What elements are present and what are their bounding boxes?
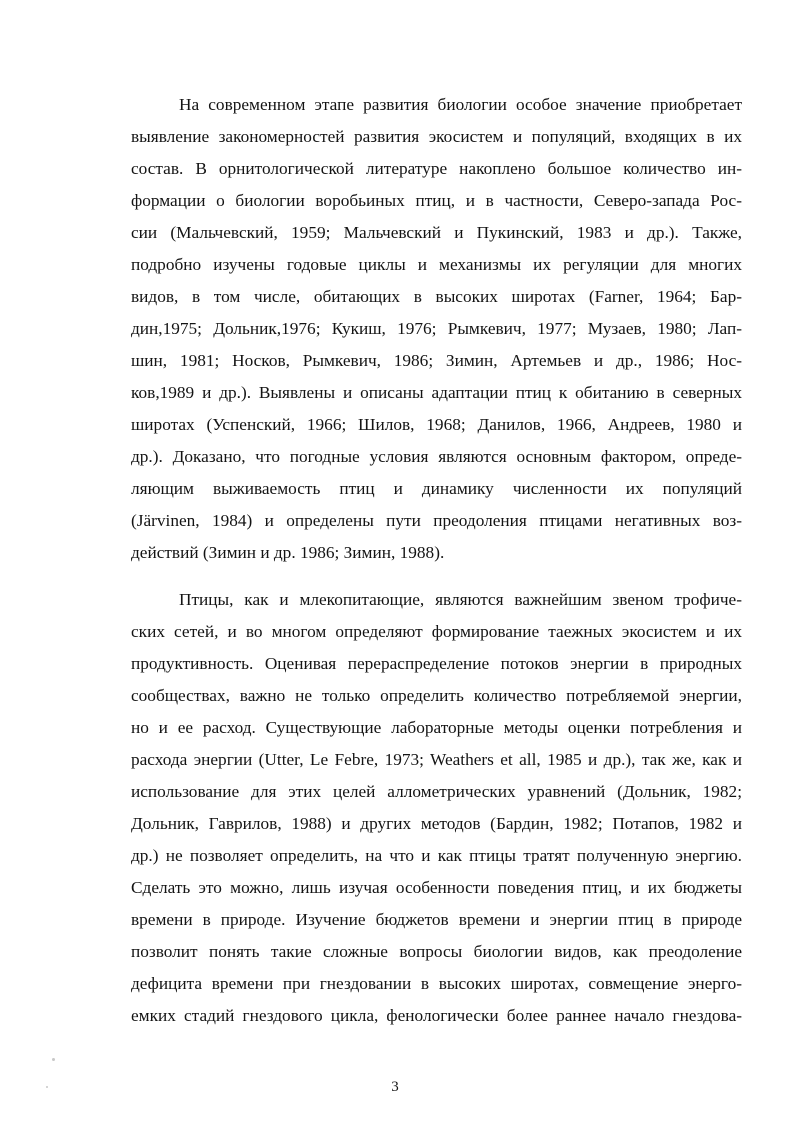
text-line: широтах (Успенский, 1966; Шилов, 1968; Данилов, 1966, Андреев, 1980 и: [131, 415, 742, 434]
text-line: продуктивность. Оценивая перераспределение потоков энергии в природных: [131, 654, 742, 673]
text-line: дин,1975; Дольник,1976; Кукиш, 1976; Рымкевич, 1977; Музаев, 1980; Лап-: [131, 319, 742, 338]
text-line: действий (Зимин и др. 1986; Зимин, 1988).: [131, 543, 445, 562]
page-number: 3: [391, 1079, 399, 1095]
text-line: позволит понять такие сложные вопросы биологии видов, как преодоление: [131, 942, 742, 961]
text-line: времени в природе. Изучение бюджетов времени и энергии птиц в природе: [131, 910, 742, 929]
text-line: др.). Доказано, что погодные условия являются основным фактором, опреде-: [131, 447, 742, 466]
text-line: видов, в том числе, обитающих в высоких широтах (Farner, 1964; Бар-: [131, 287, 742, 306]
text-line: формации о биологии воробьиных птиц, и в частности, Северо-запада Рос-: [131, 191, 742, 210]
text-line: Сделать это можно, лишь изучая особенности поведения птиц, и их бюджеты: [131, 878, 742, 897]
text-line: Птицы, как и млекопитающие, являются важнейшим звеном трофиче-: [179, 590, 742, 609]
text-line: емких стадий гнездового цикла, фенологически более раннее начало гнездова-: [131, 1006, 742, 1025]
text-line: выявление закономерностей развития экосистем и популяций, входящих в их: [131, 127, 742, 146]
text-line: (Järvinen, 1984) и определены пути преодоления птицами негативных воз-: [131, 511, 742, 530]
text-line: сии (Мальчевский, 1959; Мальчевский и Пукинский, 1983 и др.). Также,: [131, 223, 742, 242]
text-line: подробно изучены годовые циклы и механизмы их регуляции для многих: [131, 255, 742, 274]
text-line: ляющим выживаемость птиц и динамику численности их популяций: [131, 479, 742, 498]
text-line: но и ее расход. Существующие лабораторные методы оценки потребления и: [131, 718, 742, 737]
text-line: Дольник, Гаврилов, 1988) и других методов (Бардин, 1982; Потапов, 1982 и: [131, 814, 742, 833]
scan-speck: [52, 1058, 55, 1061]
text-line: сообществах, важно не только определить количество потребляемой энергии,: [131, 686, 742, 705]
text-line: ских сетей, и во многом определяют формирование таежных экосистем и их: [131, 622, 742, 641]
text-line: На современном этапе развития биологии особое значение приобретает: [179, 95, 742, 114]
text-line: др.) не позволяет определить, на что и как птицы тратят полученную энергию.: [131, 846, 742, 865]
text-line: состав. В орнитологической литературе накоплено большое количество ин-: [131, 159, 742, 178]
text-line: ков,1989 и др.). Выявлены и описаны адаптации птиц к обитанию в северных: [131, 383, 742, 402]
text-line: дефицита времени при гнездовании в высоких широтах, совмещение энерго-: [131, 974, 742, 993]
scan-speck: [46, 1086, 48, 1088]
text-line: расхода энергии (Utter, Le Febre, 1973; Weathers et all, 1985 и др.), так же, как и: [131, 750, 742, 769]
text-line: использование для этих целей аллометрических уравнений (Дольник, 1982;: [131, 782, 742, 801]
text-line: шин, 1981; Носков, Рымкевич, 1986; Зимин, Артемьев и др., 1986; Нос-: [131, 351, 742, 370]
